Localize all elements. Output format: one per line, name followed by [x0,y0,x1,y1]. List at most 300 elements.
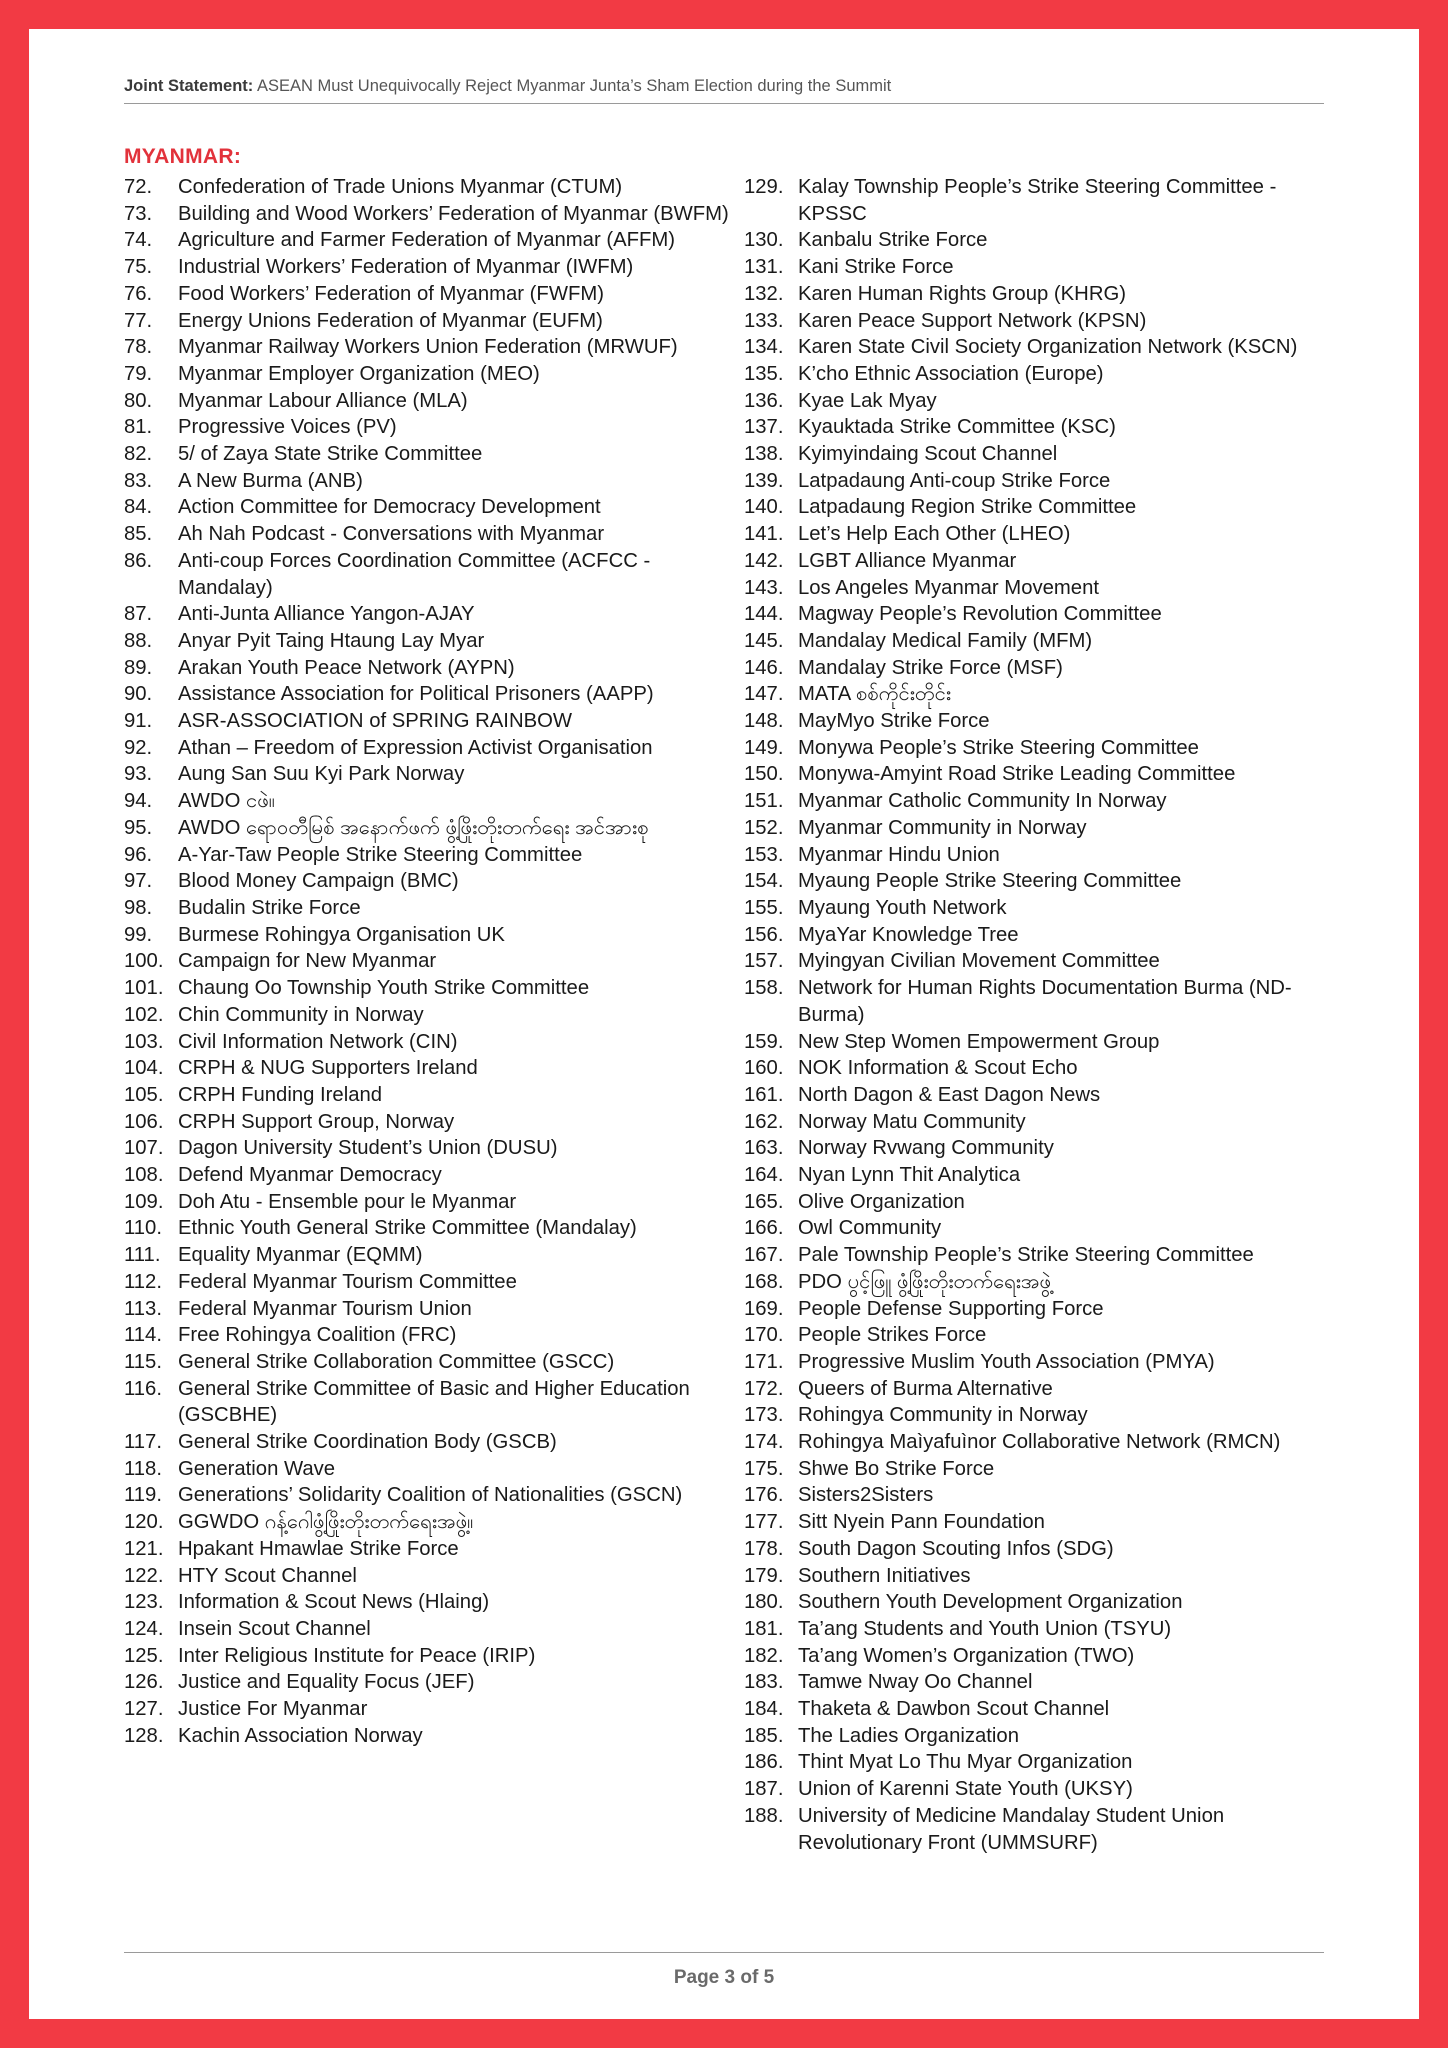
list-item-text: Owl Community [798,1217,942,1240]
list-item-number: 129. [744,176,784,198]
list-item [124,1669,734,1696]
list-item-text: Ah Nah Podcast - Conversations with Myanmar [178,523,605,546]
list-item [744,548,1344,575]
list-item-number: 111. [124,1244,161,1267]
list-item [744,1162,1344,1189]
list-item [124,788,734,815]
list-item-number: 180. [744,1591,784,1614]
list-item [124,735,734,762]
list-item-number: 99. [124,923,153,946]
list-item [744,708,1344,735]
list-item-text: NOK Information & Scout Echo [798,1057,1078,1080]
list-item [744,655,1344,682]
list-item [744,1296,1344,1323]
list-item [124,521,734,548]
list-item-text: The Ladies Organization [798,1724,1019,1747]
list-item-number: 184. [744,1698,784,1721]
list-item-text: University of Medicine Mandalay Student Union Revolutionary Front (UMMSURF) [798,1804,1225,1854]
list-item [124,1162,734,1189]
list-item-number: 161. [744,1083,784,1106]
list-item-text: Energy Unions Federation of Myanmar (EUFM) [178,309,603,332]
list-item [744,1082,1344,1109]
list-item [744,815,1344,842]
list-item-text: Union of Karenni State Youth (UKSY) [798,1778,1133,1801]
list-item [744,601,1344,628]
list-item [124,1456,734,1483]
list-item [124,361,734,388]
list-item-text: A-Yar-Taw People Strike Steering Committee [178,843,583,866]
list-item-number: 98. [124,896,153,919]
list-item [744,308,1344,335]
list-item-number: 120. [124,1511,164,1534]
list-item [744,441,1344,468]
list-item-text: General Strike Coordination Body (GSCB) [178,1431,557,1454]
list-item [744,1135,1344,1162]
list-item [124,1082,734,1109]
list-item-text: Karen Human Rights Group (KHRG) [798,282,1126,305]
list-item-text: Equality Myanmar (EQMM) [178,1244,423,1267]
list-item-number: 74. [124,229,153,252]
list-item-number: 100. [124,950,164,973]
list-item-number: 79. [124,362,153,385]
list-item-number: 159. [744,1030,784,1053]
list-item-text: Queers of Burma Alternative [798,1377,1053,1400]
list-item [744,975,1344,1028]
list-item [744,334,1344,361]
list-item-number: 182. [744,1644,784,1667]
list-item [124,655,734,682]
list-item-text: Southern Youth Development Organization [798,1591,1183,1614]
list-item-text: Burmese Rohingya Organisation UK [178,923,505,946]
list-item [744,388,1344,415]
list-item-number: 150. [744,763,784,786]
list-item-number: 145. [744,629,784,652]
list-item-text: Myanmar Labour Alliance (MLA) [178,389,468,412]
list-item [124,1696,734,1723]
list-item-text: Myanmar Community in Norway [798,816,1087,839]
list-item-number: 116. [124,1377,162,1400]
list-item-number: 165. [744,1190,784,1213]
list-item-number: 187. [744,1778,784,1801]
list-item-text: Generation Wave [178,1457,336,1480]
list-item-text: Free Rohingya Coalition (FRC) [178,1324,457,1347]
list-item [124,468,734,495]
list-item-text: Federal Myanmar Tourism Committee [178,1270,517,1293]
list-item-text: New Step Women Empowerment Group [798,1030,1160,1053]
list-item-number: 105. [124,1083,164,1106]
list-item [744,1349,1344,1376]
list-item-number: 163. [744,1137,784,1160]
list-item-number: 181. [744,1617,784,1640]
list-item-text: Karen Peace Support Network (KPSN) [798,309,1147,332]
list-item-text: Myanmar Railway Workers Union Federation (MRWUF) [178,336,678,359]
list-item [744,681,1344,708]
list-item-text: PDO ပွင့်ဖြူ ဖွံ့ဖြိုးတိုးတက်ရေးအဖွဲ့ [798,1270,1052,1293]
list-item [124,441,734,468]
list-item-text: Thaketa & Dawbon Scout Channel [798,1698,1110,1721]
list-item-text: Magway People’s Revolution Committee [798,603,1162,626]
list-item-text: Pale Township People’s Strike Steering Committee [798,1244,1254,1267]
list-item [744,1189,1344,1216]
list-item [124,1376,734,1429]
list-item-text: Agriculture and Farmer Federation of Myanmar (AFFM) [178,229,676,252]
list-item-number: 104. [124,1057,164,1080]
list-item-number: 186. [744,1751,784,1774]
list-item [744,1029,1344,1056]
list-item-number: 108. [124,1164,164,1187]
list-item-text: Ethnic Youth General Strike Committee (Mandalay) [178,1217,637,1240]
list-item-number: 97. [124,870,153,893]
list-item [124,868,734,895]
list-item [124,1723,734,1750]
list-item-text: Dagon University Student’s Union (DUSU) [178,1137,558,1160]
list-item [124,1002,734,1029]
list-item [744,1776,1344,1803]
list-item [744,1589,1344,1616]
list-item-text: Kachin Association Norway [178,1724,423,1747]
list-item-number: 173. [744,1404,784,1427]
list-item-number: 162. [744,1110,784,1133]
list-item-text: Monywa-Amyint Road Strike Leading Committee [798,763,1236,786]
list-item-text: Confederation of Trade Unions Myanmar (CTUM) [178,176,623,198]
list-item [744,1242,1344,1269]
list-item-text: Defend Myanmar Democracy [178,1164,442,1187]
list-item [124,388,734,415]
list-item-text: Norway Rvwang Community [798,1137,1054,1160]
list-item-text: Myanmar Employer Organization (MEO) [178,362,540,385]
list-item-number: 139. [744,469,784,492]
list-item-number: 110. [124,1217,162,1240]
list-item-number: 117. [124,1431,162,1454]
list-item-text: Federal Myanmar Tourism Union [178,1297,472,1320]
list-item-text: Olive Organization [798,1190,965,1213]
list-item-text: Anyar Pyit Taing Htaung Lay Myar [178,629,485,652]
list-item [744,1536,1344,1563]
list-item-text: Anti-Junta Alliance Yangon-AJAY [178,603,475,626]
list-item-text: Mandalay Strike Force (MSF) [798,656,1063,679]
list-item [744,1269,1344,1296]
list-item [124,1643,734,1670]
list-item [744,1376,1344,1403]
list-item [744,628,1344,655]
list-item [744,1669,1344,1696]
header-label: Joint Statement: [124,77,254,95]
list-item [744,494,1344,521]
list-item-number: 124. [124,1617,164,1640]
list-item-number: 148. [744,710,784,733]
list-item-text: Kyauktada Strike Committee (KSC) [798,416,1116,439]
list-item [744,1749,1344,1776]
list-item-number: 73. [124,202,153,225]
list-item [124,1616,734,1643]
list-item-number: 127. [124,1698,164,1721]
list-item [124,1215,734,1242]
list-item [744,1616,1344,1643]
list-item-text: Doh Atu - Ensemble pour le Myanmar [178,1190,517,1213]
list-item [124,681,734,708]
list-item-text: Generations’ Solidarity Coalition of Nationalities (GSCN) [178,1484,683,1507]
list-item [744,1322,1344,1349]
list-item-number: 140. [744,496,784,519]
list-item [124,334,734,361]
list-item-number: 158. [744,977,784,1000]
list-item-text: Sitt Nyein Pann Foundation [798,1511,1045,1534]
list-item [124,548,734,601]
list-item-text: Arakan Youth Peace Network (AYPN) [178,656,515,679]
list-item-number: 177. [744,1511,784,1534]
list-item [744,174,1344,227]
list-item-number: 155. [744,896,784,919]
list-item-number: 185. [744,1724,784,1747]
list-item-number: 86. [124,549,153,572]
header-title: ASEAN Must Unequivocally Reject Myanmar Junta’s Sham Election during the Summit [253,77,892,95]
list-item-text: CRPH Funding Ireland [178,1083,383,1106]
list-item [744,1456,1344,1483]
list-item [124,948,734,975]
list-item-text: North Dagon & East Dagon News [798,1083,1101,1106]
list-item [124,174,734,201]
list-item-text: ASR-ASSOCIATION of SPRING RAINBOW [178,710,573,733]
list-item-number: 175. [744,1457,784,1480]
list-item [124,1509,734,1536]
list-item-text: MayMyo Strike Force [798,710,990,733]
list-item-text: Kyae Lak Myay [798,389,937,412]
list-item-number: 153. [744,843,784,866]
list-item-number: 170. [744,1324,784,1347]
list-item [744,735,1344,762]
list-item-number: 109. [124,1190,164,1213]
list-item-text: Thint Myat Lo Thu Myar Organization [798,1751,1133,1774]
list-item-text: Action Committee for Democracy Development [178,496,601,519]
list-item-number: 183. [744,1671,784,1694]
list-item-number: 136. [744,389,784,412]
list-item [124,1269,734,1296]
list-item [744,842,1344,869]
section-title: MYANMAR: [124,145,242,168]
list-item-text: Myaung Youth Network [798,896,1007,919]
list-item-text: AWDO ငဖဲ။ [178,790,275,813]
list-item-text: Tamwe Nway Oo Channel [798,1671,1033,1694]
list-item [744,761,1344,788]
list-item-text: CRPH Support Group, Norway [178,1110,455,1133]
list-item-text: Hpakant Hmawlae Strike Force [178,1537,459,1560]
list-item-text: Kanbalu Strike Force [798,229,988,252]
list-item-text: Rohingya Community in Norway [798,1404,1088,1427]
list-item-number: 88. [124,629,153,652]
list-item-text: Let’s Help Each Other (LHEO) [798,523,1071,546]
list-item-text: Sisters2Sisters [798,1484,934,1507]
header-divider [124,103,1324,104]
list-item [124,1029,734,1056]
list-item [744,948,1344,975]
list-item-text: Ta’ang Women’s Organization (TWO) [798,1644,1135,1667]
list-item-text: Insein Scout Channel [178,1617,371,1640]
list-item-text: Athan – Freedom of Expression Activist Organisation [178,736,653,759]
list-item [744,1696,1344,1723]
list-item-number: 137. [744,416,784,439]
list-item-text: Network for Human Rights Documentation Burma (ND-Burma) [798,977,1292,1026]
list-item-number: 172. [744,1377,784,1400]
list-item-number: 142. [744,549,784,572]
list-item-number: 125. [124,1644,164,1667]
list-item-number: 144. [744,603,784,626]
list-item-number: 92. [124,736,153,759]
list-item-text: Chin Community in Norway [178,1003,424,1026]
list-item [744,895,1344,922]
list-item-number: 91. [124,710,153,733]
list-item-number: 85. [124,523,153,546]
document-page [29,29,1419,2019]
list-item [124,1322,734,1349]
list-item [124,308,734,335]
list-item-number: 178. [744,1537,784,1560]
list-item [124,414,734,441]
list-item-text: Progressive Voices (PV) [178,416,397,439]
list-item-number: 149. [744,736,784,759]
list-item-number: 146. [744,656,784,679]
list-item [124,895,734,922]
list-item [744,575,1344,602]
list-item-number: 169. [744,1297,784,1320]
list-item-number: 164. [744,1164,784,1187]
list-item-text: People Strikes Force [798,1324,987,1347]
list-item [744,1215,1344,1242]
list-item-text: Myingyan Civilian Movement Committee [798,950,1160,973]
list-item [124,281,734,308]
list-item-text: Myaung People Strike Steering Committee [798,870,1182,893]
list-item-text: MATA စစ်ကိုင်းတိုင်း [798,683,952,706]
list-item-number: 123. [124,1591,164,1614]
list-item [124,1563,734,1590]
list-item [744,868,1344,895]
list-item-number: 128. [124,1724,164,1747]
list-item [744,1429,1344,1456]
list-item-number: 138. [744,443,784,466]
list-item-number: 156. [744,923,784,946]
list-item-text: Rohingya Maìyafuìnor Collaborative Network (RMCN) [798,1431,1281,1454]
list-item-number: 76. [124,282,153,305]
list-item-number: 112. [124,1270,162,1293]
list-item-text: K’cho Ethnic Association (Europe) [798,362,1104,385]
list-item-text: Civil Information Network (CIN) [178,1030,458,1053]
list-item [744,1803,1344,1856]
list-item [744,1643,1344,1670]
list-item-number: 131. [744,256,784,279]
list-item-text: Campaign for New Myanmar [178,950,437,973]
list-item-number: 179. [744,1564,784,1587]
list-item [124,975,734,1002]
list-item-number: 166. [744,1217,784,1240]
list-item [124,1055,734,1082]
list-item-number: 160. [744,1057,784,1080]
list-item [124,1589,734,1616]
list-item-text: Anti-coup Forces Coordination Committee (ACFCC -Mandalay) [178,549,651,599]
list-item-text: Latpadaung Anti-coup Strike Force [798,469,1111,492]
list-item-text: Information & Scout News (Hlaing) [178,1591,490,1614]
list-item-number: 130. [744,229,784,252]
list-item-number: 101. [124,977,164,1000]
list-item-number: 133. [744,309,784,332]
list-item-text: Karen State Civil Society Organization Network (KSCN) [798,336,1298,359]
list-item [124,227,734,254]
list-item [124,1242,734,1269]
list-item [744,361,1344,388]
list-item-text: Blood Money Campaign (BMC) [178,870,459,893]
list-item [744,1109,1344,1136]
list-item [744,788,1344,815]
list-item-text: Food Workers’ Federation of Myanmar (FWFM) [178,282,604,305]
list-item-number: 132. [744,282,784,305]
list-item [744,1402,1344,1429]
list-item-text: General Strike Collaboration Committee (GSCC) [178,1350,615,1373]
right-column-list [744,174,1344,1856]
list-item-text: People Defense Supporting Force [798,1297,1104,1320]
list-item-number: 83. [124,469,153,492]
list-item [744,281,1344,308]
list-item-number: 103. [124,1030,164,1053]
list-item-number: 89. [124,656,153,679]
list-item-text: General Strike Committee of Basic and Higher Education (GSCBHE) [178,1377,690,1427]
list-item-number: 122. [124,1564,164,1587]
list-item [124,922,734,949]
list-item-text: Inter Religious Institute for Peace (IRIP) [178,1644,536,1667]
list-item-number: 167. [744,1244,784,1267]
list-item-number: 115. [124,1350,162,1373]
list-item-number: 119. [124,1484,162,1507]
list-item [744,414,1344,441]
list-item [124,1536,734,1563]
list-item-text: Chaung Oo Township Youth Strike Committee [178,977,590,1000]
list-item-text: Norway Matu Community [798,1110,1026,1133]
list-item-number: 174. [744,1431,784,1454]
list-item [124,1349,734,1376]
list-item-number: 95. [124,816,153,839]
list-item-text: Budalin Strike Force [178,896,361,919]
list-item-text: Nyan Lynn Thit Analytica [798,1164,1021,1187]
list-item-number: 135. [744,362,784,385]
list-item-text: Los Angeles Myanmar Movement [798,576,1099,599]
list-item-text: Aung San Suu Kyi Park Norway [178,763,465,786]
list-item-text: Justice and Equality Focus (JEF) [178,1671,475,1694]
list-item-number: 78. [124,336,153,359]
list-item-number: 134. [744,336,784,359]
list-item [744,1055,1344,1082]
list-item-text: Kalay Township People’s Strike Steering Committee - KPSSC [798,176,1277,225]
list-item-number: 141. [744,523,784,546]
list-item-text: A New Burma (ANB) [178,469,363,492]
list-item-text: Assistance Association for Political Prisoners (AAPP) [178,683,654,706]
list-item-text: MyaYar Knowledge Tree [798,923,1019,946]
list-item-text: AWDO ရောဝတီမြစ် အနောက်ဖက် ဖွံ့ဖြိုးတိုးတက်ရေး အင်အားစု [178,816,649,839]
list-item-text: Building and Wood Workers’ Federation of Myanmar (BWFM) [178,202,729,225]
list-item-number: 152. [744,816,784,839]
list-item-number: 84. [124,496,153,519]
list-item [124,628,734,655]
list-item-number: 147. [744,683,784,706]
list-item [124,1429,734,1456]
list-item-number: 82. [124,443,153,466]
running-header [124,77,1324,96]
list-item-text: 5/ of Zaya State Strike Committee [178,443,483,466]
list-item-number: 87. [124,603,153,626]
list-item-number: 94. [124,790,153,813]
list-item-number: 114. [124,1324,162,1347]
list-item-number: 113. [124,1297,162,1320]
list-item [744,1509,1344,1536]
list-item-number: 126. [124,1671,164,1694]
list-item-text: LGBT Alliance Myanmar [798,549,1017,572]
list-item [124,1189,734,1216]
